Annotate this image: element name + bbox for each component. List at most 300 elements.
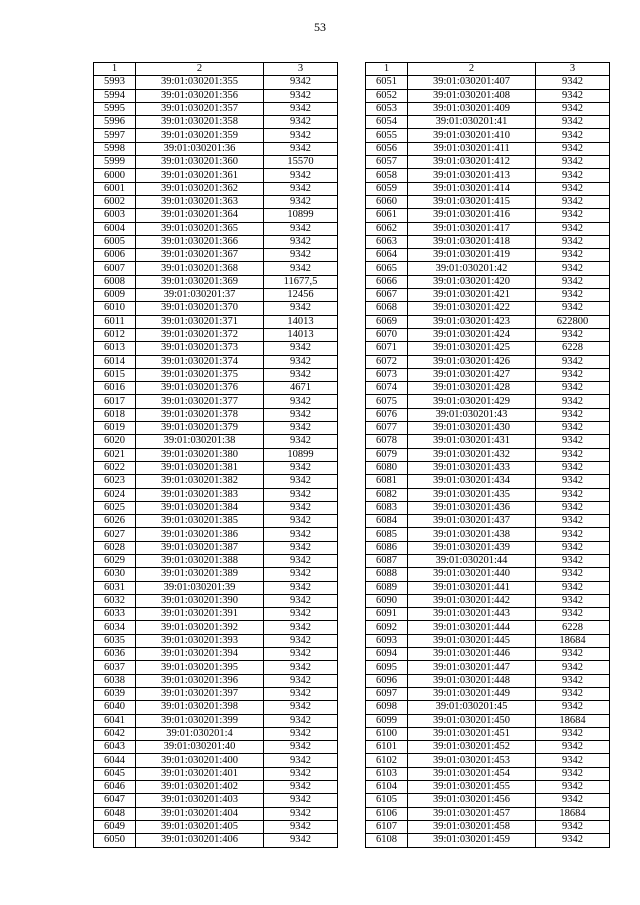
value-cell: 9342: [264, 89, 338, 102]
row-number-cell: 6007: [94, 262, 136, 275]
value-cell: 9342: [536, 355, 610, 368]
table-row: [366, 382, 610, 395]
row-number-cell: 6035: [94, 634, 136, 647]
value-cell: 9342: [536, 182, 610, 195]
value-cell: 9342: [264, 501, 338, 514]
row-number-cell: 6055: [366, 129, 408, 142]
row-number-cell: 6069: [366, 315, 408, 328]
row-number-cell: 6025: [94, 501, 136, 514]
cadastral-number-cell: 39:01:030201:393: [136, 634, 264, 647]
cadastral-number-cell: 39:01:030201:374: [136, 355, 264, 368]
cadastral-number-cell: 39:01:030201:439: [408, 541, 536, 554]
table-row: [366, 767, 610, 780]
table-row: [94, 435, 338, 448]
cadastral-number-cell: 39:01:030201:359: [136, 129, 264, 142]
value-cell: 9342: [264, 834, 338, 847]
table-row: [94, 754, 338, 767]
table-row: [94, 328, 338, 341]
cadastral-number-cell: 39:01:030201:37: [136, 289, 264, 302]
value-cell: 10899: [264, 209, 338, 222]
row-number-cell: 6026: [94, 515, 136, 528]
row-number-cell: 6070: [366, 328, 408, 341]
table-row: [94, 395, 338, 408]
row-number-cell: 6034: [94, 621, 136, 634]
value-cell: 9342: [536, 661, 610, 674]
cadastral-number-cell: 39:01:030201:385: [136, 515, 264, 528]
table-row: [94, 687, 338, 700]
row-number-cell: 6097: [366, 687, 408, 700]
cadastral-number-cell: 39:01:030201:44: [408, 554, 536, 567]
value-cell: 9342: [264, 767, 338, 780]
value-cell: 9342: [264, 741, 338, 754]
parcel-table-left: [93, 62, 338, 848]
cadastral-number-cell: 39:01:030201:457: [408, 807, 536, 820]
row-number-cell: 6083: [366, 501, 408, 514]
table-row: [94, 408, 338, 421]
cadastral-number-cell: 39:01:030201:383: [136, 488, 264, 501]
value-cell: 9342: [536, 422, 610, 435]
value-cell: 9342: [536, 89, 610, 102]
cadastral-number-cell: 39:01:030201:458: [408, 820, 536, 833]
value-cell: 9342: [264, 781, 338, 794]
value-cell: 9342: [264, 102, 338, 115]
value-cell: 9342: [536, 568, 610, 581]
table-row: [366, 222, 610, 235]
value-cell: 622800: [536, 315, 610, 328]
cadastral-number-cell: 39:01:030201:441: [408, 581, 536, 594]
value-cell: 11677,5: [264, 275, 338, 288]
table-row: [366, 102, 610, 115]
table-row: [366, 528, 610, 541]
table-row: [366, 554, 610, 567]
table-row: [366, 714, 610, 727]
cadastral-number-cell: 39:01:030201:434: [408, 475, 536, 488]
row-number-cell: 6023: [94, 475, 136, 488]
cadastral-number-cell: 39:01:030201:364: [136, 209, 264, 222]
table-row: [366, 754, 610, 767]
row-number-cell: 6044: [94, 754, 136, 767]
row-number-cell: 6078: [366, 435, 408, 448]
cadastral-number-cell: 39:01:030201:406: [136, 834, 264, 847]
row-number-cell: 6101: [366, 741, 408, 754]
column-header-2: 2: [136, 63, 264, 76]
cadastral-number-cell: 39:01:030201:4: [136, 727, 264, 740]
value-cell: 9342: [536, 781, 610, 794]
value-cell: 18684: [536, 634, 610, 647]
value-cell: 9342: [264, 820, 338, 833]
value-cell: 9342: [264, 195, 338, 208]
cadastral-number-cell: 39:01:030201:451: [408, 727, 536, 740]
value-cell: 9342: [264, 116, 338, 129]
table-row: [94, 222, 338, 235]
cadastral-number-cell: 39:01:030201:41: [408, 116, 536, 129]
cadastral-number-cell: 39:01:030201:452: [408, 741, 536, 754]
value-cell: 9342: [264, 608, 338, 621]
table-row: [366, 209, 610, 222]
cadastral-number-cell: 39:01:030201:412: [408, 156, 536, 169]
row-number-cell: 6089: [366, 581, 408, 594]
table-row: [366, 741, 610, 754]
cadastral-number-cell: 39:01:030201:424: [408, 328, 536, 341]
table-row: [94, 807, 338, 820]
cadastral-number-cell: 39:01:030201:358: [136, 116, 264, 129]
cadastral-number-cell: 39:01:030201:445: [408, 634, 536, 647]
cadastral-number-cell: 39:01:030201:384: [136, 501, 264, 514]
row-number-cell: 6103: [366, 767, 408, 780]
value-cell: 9342: [536, 475, 610, 488]
cadastral-number-cell: 39:01:030201:365: [136, 222, 264, 235]
cadastral-number-cell: 39:01:030201:447: [408, 661, 536, 674]
table-row: [94, 355, 338, 368]
table-row: [366, 461, 610, 474]
cadastral-number-cell: 39:01:030201:448: [408, 674, 536, 687]
row-number-cell: 6085: [366, 528, 408, 541]
value-cell: 9342: [264, 541, 338, 554]
value-cell: 9342: [536, 674, 610, 687]
value-cell: 9342: [264, 249, 338, 262]
row-number-cell: 5997: [94, 129, 136, 142]
cadastral-number-cell: 39:01:030201:355: [136, 76, 264, 89]
value-cell: 9342: [536, 328, 610, 341]
cadastral-number-cell: 39:01:030201:356: [136, 89, 264, 102]
row-number-cell: 6010: [94, 302, 136, 315]
cadastral-number-cell: 39:01:030201:426: [408, 355, 536, 368]
table-row: [94, 794, 338, 807]
table-row: [366, 608, 610, 621]
cadastral-number-cell: 39:01:030201:407: [408, 76, 536, 89]
cadastral-number-cell: 39:01:030201:371: [136, 315, 264, 328]
value-cell: 9342: [536, 142, 610, 155]
cadastral-number-cell: 39:01:030201:390: [136, 594, 264, 607]
cadastral-number-cell: 39:01:030201:43: [408, 408, 536, 421]
parcel-table-right: [365, 62, 610, 848]
value-cell: 9342: [264, 674, 338, 687]
row-number-cell: 6092: [366, 621, 408, 634]
value-cell: 9342: [264, 129, 338, 142]
value-cell: 9342: [536, 302, 610, 315]
table-row: [94, 262, 338, 275]
row-number-cell: 6051: [366, 76, 408, 89]
table-body-right: [366, 63, 610, 848]
cadastral-number-cell: 39:01:030201:360: [136, 156, 264, 169]
value-cell: 9342: [536, 382, 610, 395]
row-number-cell: 6033: [94, 608, 136, 621]
row-number-cell: 6039: [94, 687, 136, 700]
table-row: [366, 262, 610, 275]
cadastral-number-cell: 39:01:030201:411: [408, 142, 536, 155]
table-row: [94, 781, 338, 794]
row-number-cell: 6094: [366, 648, 408, 661]
cadastral-number-cell: 39:01:030201:422: [408, 302, 536, 315]
row-number-cell: 6050: [94, 834, 136, 847]
cadastral-number-cell: 39:01:030201:387: [136, 541, 264, 554]
row-number-cell: 6057: [366, 156, 408, 169]
cadastral-number-cell: 39:01:030201:408: [408, 89, 536, 102]
row-number-cell: 6041: [94, 714, 136, 727]
row-number-cell: 6076: [366, 408, 408, 421]
value-cell: 9342: [264, 422, 338, 435]
table-row: [94, 648, 338, 661]
row-number-cell: 6095: [366, 661, 408, 674]
row-number-cell: 6075: [366, 395, 408, 408]
row-number-cell: 6091: [366, 608, 408, 621]
table-row: [94, 422, 338, 435]
cadastral-number-cell: 39:01:030201:415: [408, 195, 536, 208]
cadastral-number-cell: 39:01:030201:370: [136, 302, 264, 315]
cadastral-number-cell: 39:01:030201:438: [408, 528, 536, 541]
table-row: [366, 249, 610, 262]
cadastral-number-cell: 39:01:030201:425: [408, 342, 536, 355]
value-cell: 9342: [264, 302, 338, 315]
row-number-cell: 6061: [366, 209, 408, 222]
row-number-cell: 6082: [366, 488, 408, 501]
table-row: [94, 315, 338, 328]
row-number-cell: 6052: [366, 89, 408, 102]
value-cell: 9342: [264, 594, 338, 607]
column-header-1: 1: [94, 63, 136, 76]
cadastral-number-cell: 39:01:030201:436: [408, 501, 536, 514]
row-number-cell: 6000: [94, 169, 136, 182]
table-row: [94, 461, 338, 474]
table-row: [94, 182, 338, 195]
cadastral-number-cell: 39:01:030201:400: [136, 754, 264, 767]
table-row: [94, 820, 338, 833]
table-row: [94, 634, 338, 647]
value-cell: 9342: [264, 727, 338, 740]
table-row: [94, 834, 338, 847]
table-header-row: [366, 63, 610, 76]
table-row: [94, 594, 338, 607]
table-row: [94, 289, 338, 302]
cadastral-number-cell: 39:01:030201:40: [136, 741, 264, 754]
value-cell: 9342: [536, 209, 610, 222]
row-number-cell: 6053: [366, 102, 408, 115]
table-row: [366, 701, 610, 714]
row-number-cell: 6056: [366, 142, 408, 155]
table-row: [366, 76, 610, 89]
row-number-cell: 6027: [94, 528, 136, 541]
row-number-cell: 6073: [366, 368, 408, 381]
value-cell: 9342: [536, 395, 610, 408]
cadastral-number-cell: 39:01:030201:437: [408, 515, 536, 528]
table-row: [94, 342, 338, 355]
value-cell: 9342: [536, 102, 610, 115]
value-cell: 9342: [264, 687, 338, 700]
row-number-cell: 6012: [94, 328, 136, 341]
row-number-cell: 6062: [366, 222, 408, 235]
value-cell: 4671: [264, 382, 338, 395]
cadastral-number-cell: 39:01:030201:372: [136, 328, 264, 341]
row-number-cell: 6098: [366, 701, 408, 714]
value-cell: 9342: [264, 76, 338, 89]
table-row: [94, 142, 338, 155]
table-row: [94, 608, 338, 621]
table-row: [366, 781, 610, 794]
value-cell: 9342: [536, 794, 610, 807]
cadastral-number-cell: 39:01:030201:392: [136, 621, 264, 634]
table-body-left: [94, 63, 338, 848]
cadastral-number-cell: 39:01:030201:410: [408, 129, 536, 142]
table-row: [366, 634, 610, 647]
value-cell: 9342: [536, 648, 610, 661]
row-number-cell: 6001: [94, 182, 136, 195]
value-cell: 12456: [264, 289, 338, 302]
cadastral-number-cell: 39:01:030201:418: [408, 235, 536, 248]
row-number-cell: 6043: [94, 741, 136, 754]
value-cell: 6228: [536, 621, 610, 634]
table-row: [366, 820, 610, 833]
row-number-cell: 6063: [366, 235, 408, 248]
row-number-cell: 6059: [366, 182, 408, 195]
cadastral-number-cell: 39:01:030201:362: [136, 182, 264, 195]
value-cell: 9342: [536, 515, 610, 528]
cadastral-number-cell: 39:01:030201:363: [136, 195, 264, 208]
value-cell: 9342: [264, 554, 338, 567]
value-cell: 9342: [536, 448, 610, 461]
value-cell: 9342: [536, 116, 610, 129]
value-cell: 9342: [264, 648, 338, 661]
cadastral-number-cell: 39:01:030201:396: [136, 674, 264, 687]
cadastral-number-cell: 39:01:030201:379: [136, 422, 264, 435]
value-cell: 18684: [536, 714, 610, 727]
row-number-cell: 6032: [94, 594, 136, 607]
value-cell: 9342: [264, 142, 338, 155]
row-number-cell: 6013: [94, 342, 136, 355]
value-cell: 9342: [536, 541, 610, 554]
value-cell: 9342: [536, 222, 610, 235]
value-cell: 10899: [264, 448, 338, 461]
cadastral-number-cell: 39:01:030201:398: [136, 701, 264, 714]
row-number-cell: 6065: [366, 262, 408, 275]
cadastral-number-cell: 39:01:030201:419: [408, 249, 536, 262]
row-number-cell: 6093: [366, 634, 408, 647]
cadastral-number-cell: 39:01:030201:376: [136, 382, 264, 395]
value-cell: 9342: [536, 608, 610, 621]
table-row: [94, 195, 338, 208]
table-row: [366, 169, 610, 182]
value-cell: 18684: [536, 807, 610, 820]
table-row: [94, 209, 338, 222]
value-cell: 9342: [536, 701, 610, 714]
row-number-cell: 6003: [94, 209, 136, 222]
table-row: [366, 395, 610, 408]
row-number-cell: 6011: [94, 315, 136, 328]
table-row: [94, 554, 338, 567]
value-cell: 9342: [536, 820, 610, 833]
value-cell: 9342: [264, 807, 338, 820]
table-row: [366, 342, 610, 355]
table-row: [366, 408, 610, 421]
table-row: [94, 156, 338, 169]
table-row: [94, 701, 338, 714]
value-cell: 9342: [536, 262, 610, 275]
value-cell: 9342: [536, 501, 610, 514]
row-number-cell: 6038: [94, 674, 136, 687]
cadastral-number-cell: 39:01:030201:388: [136, 554, 264, 567]
value-cell: 9342: [264, 222, 338, 235]
table-row: [366, 488, 610, 501]
column-header-3: 3: [264, 63, 338, 76]
value-cell: 15570: [264, 156, 338, 169]
value-cell: 9342: [264, 621, 338, 634]
value-cell: 9342: [536, 581, 610, 594]
value-cell: 14013: [264, 328, 338, 341]
value-cell: 9342: [536, 289, 610, 302]
table-row: [366, 129, 610, 142]
cadastral-number-cell: 39:01:030201:401: [136, 767, 264, 780]
table-row: [366, 156, 610, 169]
cadastral-number-cell: 39:01:030201:361: [136, 169, 264, 182]
cadastral-number-cell: 39:01:030201:417: [408, 222, 536, 235]
cadastral-number-cell: 39:01:030201:428: [408, 382, 536, 395]
value-cell: 9342: [264, 634, 338, 647]
table-row: [94, 382, 338, 395]
cadastral-number-cell: 39:01:030201:454: [408, 767, 536, 780]
value-cell: 9342: [536, 488, 610, 501]
row-number-cell: 6104: [366, 781, 408, 794]
cadastral-number-cell: 39:01:030201:382: [136, 475, 264, 488]
row-number-cell: 6008: [94, 275, 136, 288]
cadastral-number-cell: 39:01:030201:444: [408, 621, 536, 634]
row-number-cell: 6021: [94, 448, 136, 461]
table-row: [94, 581, 338, 594]
cadastral-number-cell: 39:01:030201:399: [136, 714, 264, 727]
row-number-cell: 6066: [366, 275, 408, 288]
value-cell: 9342: [264, 581, 338, 594]
row-number-cell: 5994: [94, 89, 136, 102]
table-row: [366, 834, 610, 847]
cadastral-number-cell: 39:01:030201:402: [136, 781, 264, 794]
row-number-cell: 6084: [366, 515, 408, 528]
table-row: [366, 568, 610, 581]
value-cell: 9342: [264, 355, 338, 368]
table-row: [94, 741, 338, 754]
cadastral-number-cell: 39:01:030201:429: [408, 395, 536, 408]
row-number-cell: 5998: [94, 142, 136, 155]
table-row: [94, 767, 338, 780]
cadastral-number-cell: 39:01:030201:409: [408, 102, 536, 115]
table-row: [94, 275, 338, 288]
cadastral-number-cell: 39:01:030201:433: [408, 461, 536, 474]
cadastral-number-cell: 39:01:030201:416: [408, 209, 536, 222]
cadastral-number-cell: 39:01:030201:420: [408, 275, 536, 288]
row-number-cell: 6030: [94, 568, 136, 581]
value-cell: 14013: [264, 315, 338, 328]
cadastral-number-cell: 39:01:030201:405: [136, 820, 264, 833]
table-row: [94, 488, 338, 501]
cadastral-number-cell: 39:01:030201:449: [408, 687, 536, 700]
row-number-cell: 6017: [94, 395, 136, 408]
row-number-cell: 6004: [94, 222, 136, 235]
value-cell: 9342: [264, 235, 338, 248]
table-row: [94, 368, 338, 381]
table-row: [94, 169, 338, 182]
row-number-cell: 6067: [366, 289, 408, 302]
cadastral-number-cell: 39:01:030201:394: [136, 648, 264, 661]
table-row: [366, 422, 610, 435]
row-number-cell: 6068: [366, 302, 408, 315]
value-cell: 9342: [264, 528, 338, 541]
table-row: [366, 142, 610, 155]
table-row: [366, 328, 610, 341]
row-number-cell: 6099: [366, 714, 408, 727]
value-cell: 9342: [264, 461, 338, 474]
row-number-cell: 6009: [94, 289, 136, 302]
row-number-cell: 6077: [366, 422, 408, 435]
row-number-cell: 6028: [94, 541, 136, 554]
value-cell: 9342: [536, 834, 610, 847]
table-row: [366, 435, 610, 448]
